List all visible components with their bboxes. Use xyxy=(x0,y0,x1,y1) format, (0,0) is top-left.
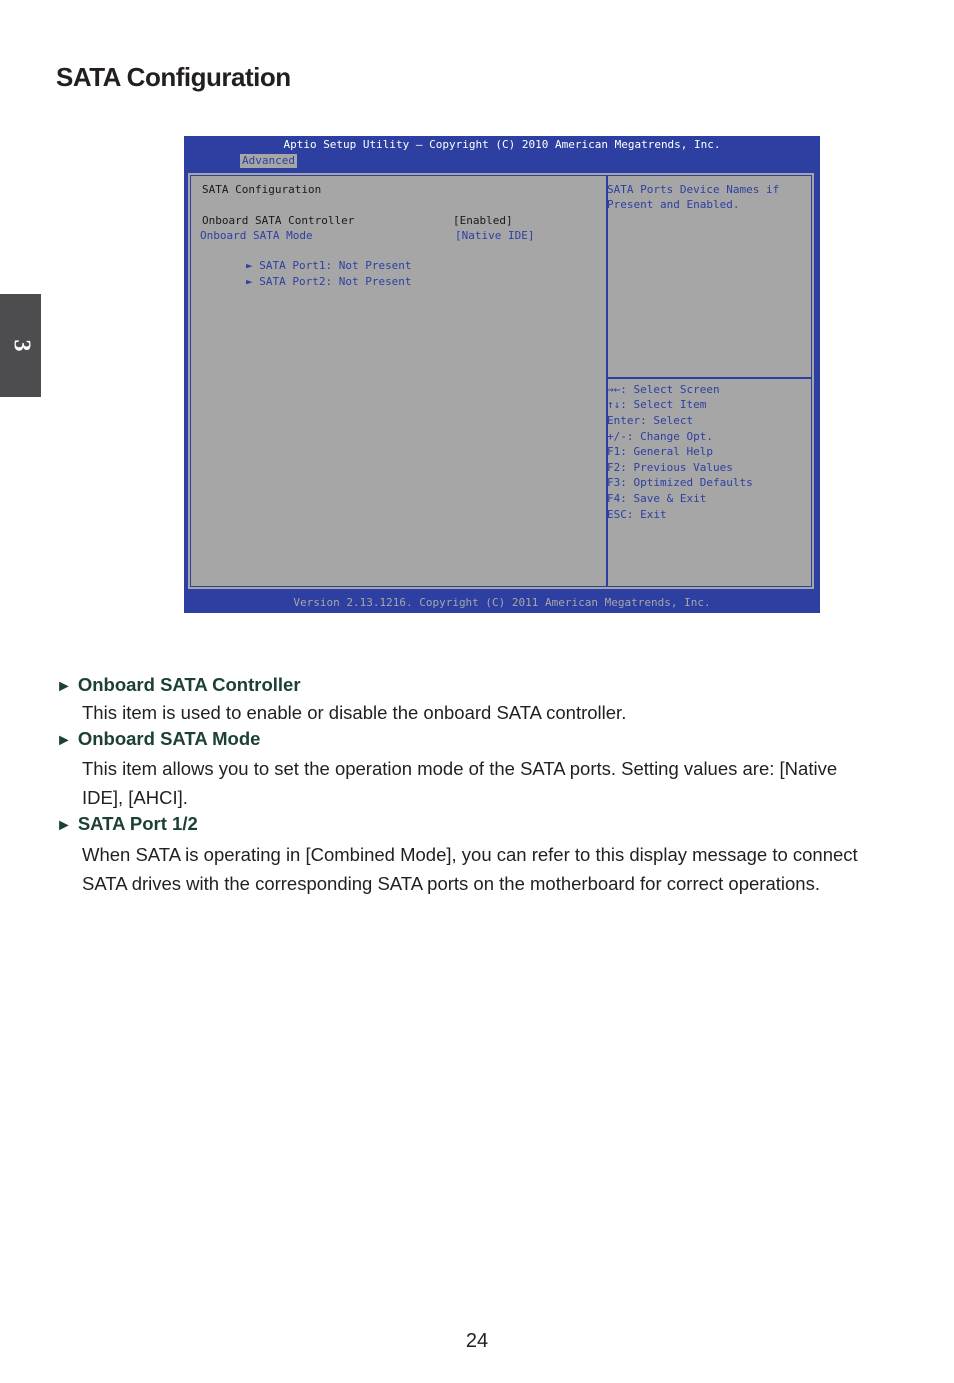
submenu-arrow-icon: ► xyxy=(245,259,253,272)
bios-footer: Version 2.13.1216. Copyright (C) 2011 American Megatrends, Inc. xyxy=(293,596,711,609)
heading-onboard-sata-mode xyxy=(56,728,260,750)
bios-horizontal-divider xyxy=(608,377,811,379)
tab-advanced[interactable]: Advanced xyxy=(242,154,295,167)
heading-sata-port xyxy=(56,813,198,835)
bios-vertical-divider xyxy=(606,176,608,586)
bios-screenshot xyxy=(184,136,820,613)
desc-sata-port: When SATA is operating in [Combined Mode], you can refer to this display message to connect SATA drives with the corresponding SATA ports on the motherboard for correct operations. xyxy=(82,844,858,894)
onboard-sata-mode-value[interactable]: [Native IDE] xyxy=(455,229,535,242)
help-text-line-1: SATA Ports Device Names if xyxy=(607,183,780,196)
onboard-sata-controller-value[interactable]: [Enabled] xyxy=(453,214,513,227)
page-title: SATA Configuration xyxy=(56,62,291,92)
help-text-line-2: Present and Enabled. xyxy=(607,198,740,211)
key-help-change-opt: +/-: Change Opt. xyxy=(607,430,713,443)
submenu-label: SATA Port1: Not Present xyxy=(259,259,412,272)
key-help-esc: ESC: Exit xyxy=(607,508,667,521)
bullet-arrow-icon: ► xyxy=(56,817,72,834)
bios-panel-border xyxy=(190,175,812,587)
desc-onboard-sata-controller: This item is used to enable or disable the onboard SATA controller. xyxy=(82,702,627,723)
submenu-label: SATA Port2: Not Present xyxy=(259,275,412,288)
key-help-enter: Enter: Select xyxy=(607,414,694,427)
onboard-sata-mode-label[interactable]: Onboard SATA Mode xyxy=(200,229,313,242)
bios-main-panel xyxy=(186,171,816,591)
key-help-select-screen: →←: Select Screen xyxy=(607,383,720,396)
bullet-arrow-icon: ► xyxy=(56,678,72,695)
heading-text: Onboard SATA Controller xyxy=(77,674,301,695)
bios-section-title: SATA Configuration xyxy=(202,183,322,196)
key-help-f1: F1: General Help xyxy=(607,445,713,458)
bios-title: Aptio Setup Utility – Copyright (C) 2010 American Megatrends, Inc. xyxy=(283,138,721,151)
desc-onboard-sata-mode: This item allows you to set the operation mode of the SATA ports. Setting values are: [Native IDE], [AHCI]. xyxy=(82,758,838,808)
chapter-tab xyxy=(0,294,41,397)
key-help-f2: F2: Previous Values xyxy=(607,461,733,474)
submenu-arrow-icon: ► xyxy=(245,275,253,288)
heading-onboard-sata-controller xyxy=(56,674,301,696)
page-number: 24 xyxy=(465,1330,489,1352)
heading-text: Onboard SATA Mode xyxy=(77,728,261,749)
key-help-f3: F3: Optimized Defaults xyxy=(607,476,753,489)
chapter-number: 3 xyxy=(8,339,34,352)
heading-text: SATA Port 1/2 xyxy=(77,813,198,834)
onboard-sata-controller-label[interactable]: Onboard SATA Controller xyxy=(202,214,355,227)
sata-port2-submenu[interactable] xyxy=(193,261,412,303)
bullet-arrow-icon: ► xyxy=(56,732,72,749)
key-help-f4: F4: Save & Exit xyxy=(607,492,707,505)
key-help-select-item: ↑↓: Select Item xyxy=(607,398,707,411)
